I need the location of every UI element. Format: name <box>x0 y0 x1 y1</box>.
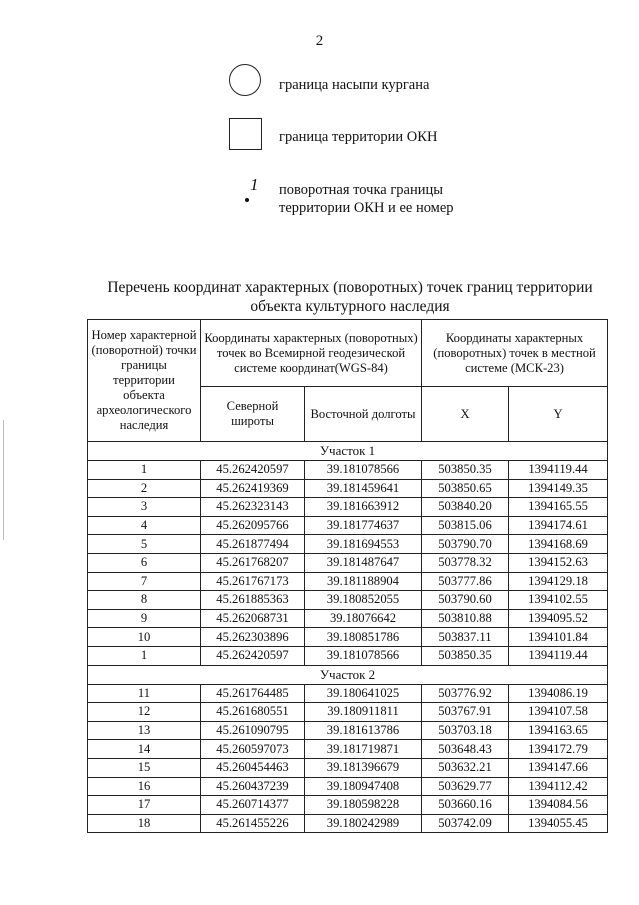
table-row <box>88 646 608 665</box>
point-number-cell: 3 <box>88 498 201 517</box>
longitude-cell: 39.181396679 <box>305 758 422 777</box>
section-header-row <box>88 442 608 461</box>
longitude-cell: 39.181487647 <box>305 553 422 572</box>
y-cell: 1394086.19 <box>509 684 608 703</box>
point-number-cell: 1 <box>88 461 201 480</box>
latitude-cell: 45.262420597 <box>201 461 305 480</box>
latitude-cell: 45.261090795 <box>201 721 305 740</box>
y-cell: 1394102.55 <box>509 591 608 610</box>
x-cell: 503776.92 <box>422 684 509 703</box>
page-number: 2 <box>315 33 324 49</box>
section-header-row <box>88 665 608 684</box>
x-cell: 503790.70 <box>422 535 509 554</box>
y-cell: 1394084.56 <box>509 796 608 815</box>
x-cell: 503648.43 <box>422 740 509 759</box>
point-number-cell: 10 <box>88 628 201 647</box>
longitude-cell: 39.181459641 <box>305 479 422 498</box>
latitude-cell: 45.262095766 <box>201 516 305 535</box>
longitude-cell: 39.180851786 <box>305 628 422 647</box>
point-number-cell: 2 <box>88 479 201 498</box>
longitude-cell: 39.180947408 <box>305 777 422 796</box>
table-row <box>88 498 608 517</box>
header-y: Y <box>509 387 608 442</box>
latitude-cell: 45.262419369 <box>201 479 305 498</box>
x-cell: 503790.60 <box>422 591 509 610</box>
y-cell: 1394147.66 <box>509 758 608 777</box>
x-cell: 503767.91 <box>422 703 509 722</box>
longitude-cell: 39.180641025 <box>305 684 422 703</box>
latitude-cell: 45.260714377 <box>201 796 305 815</box>
y-cell: 1394095.52 <box>509 609 608 628</box>
turning-point-dot-icon <box>245 198 249 202</box>
latitude-cell: 45.260454463 <box>201 758 305 777</box>
x-cell: 503850.35 <box>422 646 509 665</box>
point-number-cell: 12 <box>88 703 201 722</box>
margin-mark <box>3 420 4 540</box>
document-title <box>70 278 630 316</box>
header-wgs-group: Координаты характерных (поворотных) точек во Всемирной геодезической системе координат(WGS-84) <box>201 320 422 387</box>
point-number-cell: 8 <box>88 591 201 610</box>
table-row <box>88 591 608 610</box>
y-cell: 1394174.61 <box>509 516 608 535</box>
longitude-cell: 39.181078566 <box>305 646 422 665</box>
point-number-cell: 11 <box>88 684 201 703</box>
latitude-cell: 45.261885363 <box>201 591 305 610</box>
header-msk-group: Координаты характерных (поворотных) точек в местной системе (МСК-23) <box>422 320 608 387</box>
x-cell: 503840.20 <box>422 498 509 517</box>
x-cell: 503810.88 <box>422 609 509 628</box>
latitude-cell: 45.261768207 <box>201 553 305 572</box>
longitude-cell: 39.18076642 <box>305 609 422 628</box>
point-number-cell: 1 <box>88 646 201 665</box>
point-number-cell: 13 <box>88 721 201 740</box>
table-row <box>88 609 608 628</box>
header-east-longitude: Восточной долготы <box>305 387 422 442</box>
table-row <box>88 553 608 572</box>
x-cell: 503742.09 <box>422 814 509 833</box>
table-row <box>88 740 608 759</box>
square-symbol-icon <box>229 118 262 150</box>
x-cell: 503778.32 <box>422 553 509 572</box>
y-cell: 1394119.44 <box>509 646 608 665</box>
table-row <box>88 684 608 703</box>
turning-point-number-sample: 1 <box>250 175 259 194</box>
latitude-cell: 45.261455226 <box>201 814 305 833</box>
x-cell: 503815.06 <box>422 516 509 535</box>
x-cell: 503660.16 <box>422 796 509 815</box>
latitude-cell: 45.262420597 <box>201 646 305 665</box>
table-row <box>88 703 608 722</box>
point-number-cell: 15 <box>88 758 201 777</box>
y-cell: 1394163.65 <box>509 721 608 740</box>
table-row <box>88 461 608 480</box>
longitude-cell: 39.181719871 <box>305 740 422 759</box>
x-cell: 503850.35 <box>422 461 509 480</box>
y-cell: 1394055.45 <box>509 814 608 833</box>
latitude-cell: 45.262303896 <box>201 628 305 647</box>
longitude-cell: 39.181694553 <box>305 535 422 554</box>
legend-mound-boundary: граница насыпи кургана <box>279 77 430 93</box>
longitude-cell: 39.181078566 <box>305 461 422 480</box>
legend-turning-point-line2: территории ОКН и ее номер <box>279 200 454 216</box>
x-cell: 503703.18 <box>422 721 509 740</box>
y-cell: 1394152.63 <box>509 553 608 572</box>
y-cell: 1394112.42 <box>509 777 608 796</box>
header-north-latitude: Северной широты <box>201 387 305 442</box>
latitude-cell: 45.261764485 <box>201 684 305 703</box>
point-number-cell: 14 <box>88 740 201 759</box>
latitude-cell: 45.261767173 <box>201 572 305 591</box>
legend-turning-point-line1: поворотная точка границы <box>279 182 443 198</box>
title-line1: Перечень координат характерных (поворотных) точек границ территории <box>107 279 593 296</box>
longitude-cell: 39.180852055 <box>305 591 422 610</box>
y-cell: 1394168.69 <box>509 535 608 554</box>
y-cell: 1394129.18 <box>509 572 608 591</box>
y-cell: 1394101.84 <box>509 628 608 647</box>
longitude-cell: 39.181774637 <box>305 516 422 535</box>
x-cell: 503777.86 <box>422 572 509 591</box>
point-number-cell: 18 <box>88 814 201 833</box>
x-cell: 503837.11 <box>422 628 509 647</box>
latitude-cell: 45.261877494 <box>201 535 305 554</box>
x-cell: 503850.65 <box>422 479 509 498</box>
y-cell: 1394119.44 <box>509 461 608 480</box>
table-row <box>88 814 608 833</box>
point-number-cell: 5 <box>88 535 201 554</box>
table-row <box>88 758 608 777</box>
y-cell: 1394149.35 <box>509 479 608 498</box>
coordinates-table <box>87 319 608 833</box>
table-row <box>88 516 608 535</box>
latitude-cell: 45.262068731 <box>201 609 305 628</box>
x-cell: 503629.77 <box>422 777 509 796</box>
longitude-cell: 39.180242989 <box>305 814 422 833</box>
table-row <box>88 796 608 815</box>
section-label: Участок 2 <box>88 665 608 684</box>
table-row <box>88 777 608 796</box>
longitude-cell: 39.181663912 <box>305 498 422 517</box>
x-cell: 503632.21 <box>422 758 509 777</box>
section-label: Участок 1 <box>88 442 608 461</box>
point-number-cell: 4 <box>88 516 201 535</box>
latitude-cell: 45.261680551 <box>201 703 305 722</box>
longitude-cell: 39.181188904 <box>305 572 422 591</box>
header-point-number: Номер характерной (поворотной) точки границы территории объекта археологического наследия <box>88 320 201 442</box>
latitude-cell: 45.260437239 <box>201 777 305 796</box>
circle-symbol-icon <box>229 64 261 96</box>
table-row <box>88 721 608 740</box>
table-row <box>88 628 608 647</box>
y-cell: 1394165.55 <box>509 498 608 517</box>
point-number-cell: 6 <box>88 553 201 572</box>
y-cell: 1394107.58 <box>509 703 608 722</box>
legend-territory-boundary: граница территории ОКН <box>279 129 438 145</box>
longitude-cell: 39.180598228 <box>305 796 422 815</box>
y-cell: 1394172.79 <box>509 740 608 759</box>
point-number-cell: 7 <box>88 572 201 591</box>
latitude-cell: 45.262323143 <box>201 498 305 517</box>
table-row <box>88 535 608 554</box>
point-number-cell: 9 <box>88 609 201 628</box>
longitude-cell: 39.180911811 <box>305 703 422 722</box>
table-row <box>88 479 608 498</box>
point-number-cell: 16 <box>88 777 201 796</box>
title-line2: объекта культурного наследия <box>250 298 450 315</box>
point-number-cell: 17 <box>88 796 201 815</box>
header-x: X <box>422 387 509 442</box>
longitude-cell: 39.181613786 <box>305 721 422 740</box>
table-row <box>88 572 608 591</box>
latitude-cell: 45.260597073 <box>201 740 305 759</box>
